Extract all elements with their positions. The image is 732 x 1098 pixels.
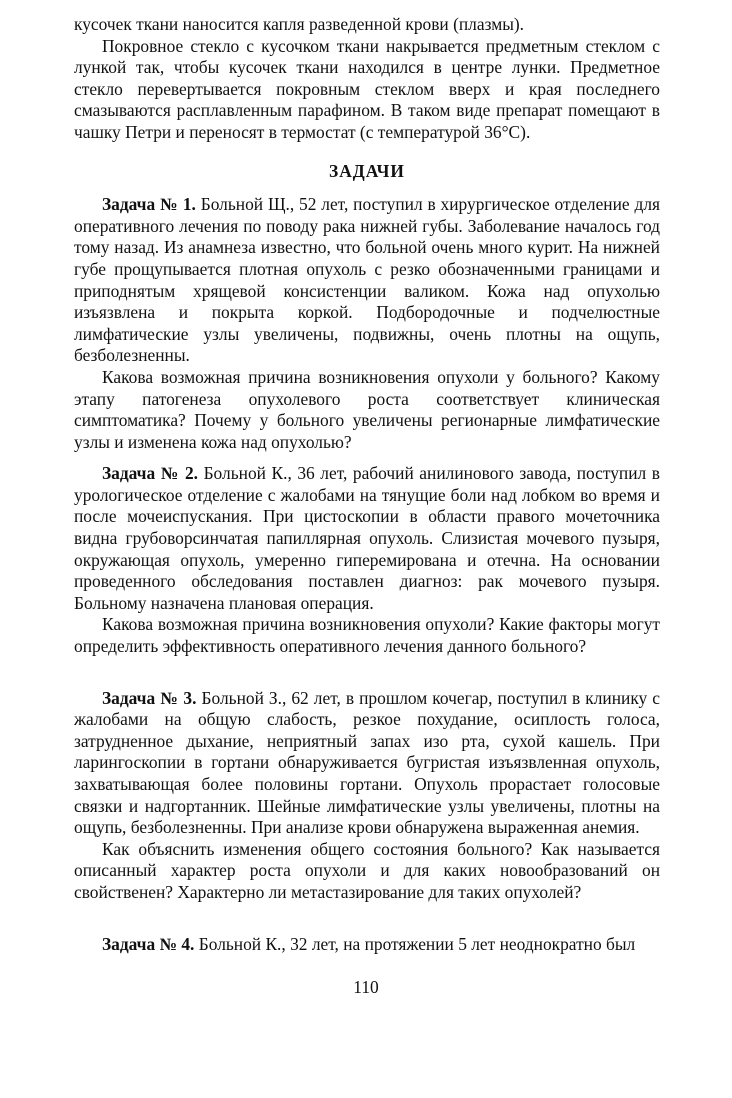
task-2-questions: Какова возможная причина возникновения опухоли? Какие факторы могут определить эффективность оперативного лечения данного больного?: [74, 614, 660, 657]
task-2-label: Задача № 2.: [102, 463, 199, 484]
task-1-case: [74, 194, 660, 367]
task-4-label: Задача № 4.: [102, 933, 195, 954]
task-3-label: Задача № 3.: [102, 687, 197, 708]
task-1-questions: Какова возможная причина возникновения опухоли у больного? Какому этапу патогенеза опухолевого роста соответствует клиническая симптоматика? Почему у больного увеличены регионарные лимфатические узлы и изменена кожа над опухолью?: [74, 366, 660, 452]
intro-paragraph-1: кусочек ткани наносится капля разведенной крови (плазмы).: [74, 14, 525, 34]
task-2-case: [74, 463, 660, 614]
task-3-case: [74, 688, 660, 839]
task-3-case-text: Больной З., 62 лет, в прошлом кочегар, поступил в клинику с жалобами на общую слабость, резкое похудание, осиплость голоса, затрудненное дыхание, неприятный запах изо рта, сухой кашель. При ларингоскопии в гортани обнаруживается бугристая изъязвленная опухоль, захватывающая более половины гортани. Опухоль прорастает голосовые связки и надгортанник. Шейные лимфатические узлы увеличены, плотны на ощупь, безболезненны. При анализе крови обнаружена выраженная анемия.: [74, 687, 661, 838]
task-2-case-text: Больной К., 36 лет, рабочий анилинового завода, поступил в урологическое отделение с жалобами на тянущие боли над лобком во время и после мочеиспускания. При цистоскопии в области правого мочеточника видна грубоворсинчатая папиллярная опухоль. Слизистая мочевого пузыря, окружающая опухоль, умеренно гиперемирована и отечна. На основании проведенного обследования поставлен диагноз: рак мочевого пузыря. Больному назначена плановая операция.: [74, 463, 660, 613]
section-title: ЗАДАЧИ: [329, 160, 405, 181]
task-3-questions: Как объяснить изменения общего состояния больного? Как называется описанный характер роста опухоли и для каких новообразований он свойственен? Характерно ли метастазирование для таких опухолей?: [74, 838, 660, 902]
task-4-case-text: Больной К., 32 лет, на протяжении 5 лет неоднократно был: [194, 933, 636, 954]
task-4-case: [74, 934, 660, 956]
task-1-case-text: Больной Щ., 52 лет, поступил в хирургическое отделение для оперативного лечения по поводу рака нижней губы. Заболевание началось год тому назад. Из анамнеза известно, что больной очень много курит. На нижней губе прощупывается плотная опухоль с резко обозначенными границами и приподнятым хрящевой консистенции валиком. Кожа над опухолью изъязвлена и покрыта коркой. Подбородочные и подчелюстные лимфатические узлы увеличены, подвижны, очень плотны на ощупь, безболезненны.: [74, 194, 661, 366]
intro-paragraph-2: Покровное стекло с кусочком ткани накрывается предметным стеклом с лункой так, чтобы кусочек ткани находился в центре лунки. Предметное стекло перевертывается покровным стеклом вверх и края последнего смазываются расплавленным парафином. В таком виде препарат помещают в чашку Петри и переносят в термостат (с температурой 36°С).: [74, 35, 660, 142]
task-1-label: Задача № 1.: [102, 194, 196, 215]
page-body: [74, 14, 660, 955]
page-number: 110: [353, 977, 379, 997]
